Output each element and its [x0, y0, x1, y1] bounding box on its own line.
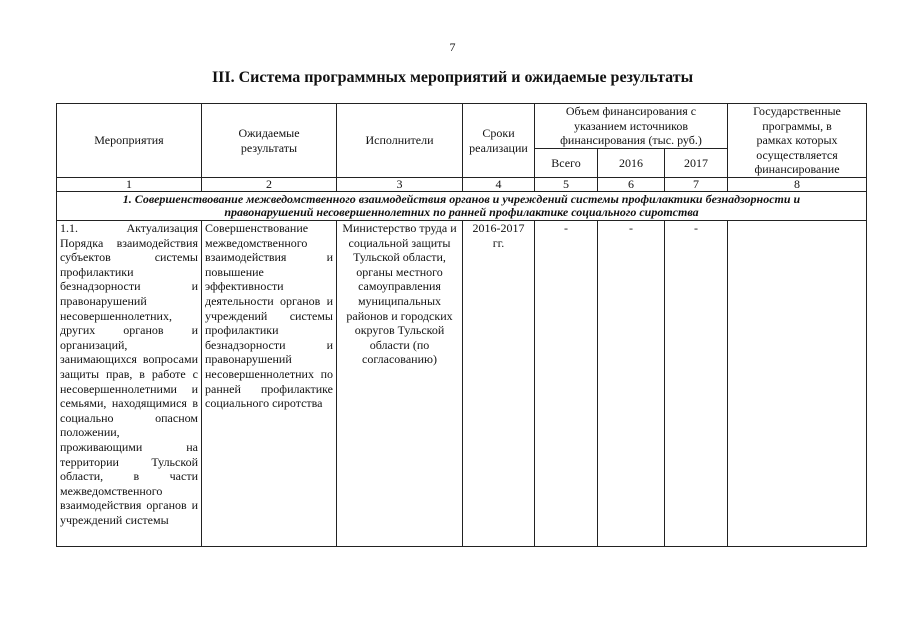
header-terms: Сроки реализации — [463, 104, 535, 178]
funding-2017-cell: - — [665, 221, 728, 547]
header-results: Ожидаемые результаты — [202, 104, 337, 178]
header-funding-2016: 2016 — [598, 149, 665, 178]
column-number: 7 — [665, 178, 728, 192]
column-number: 8 — [728, 178, 867, 192]
section-heading: 1. Совершенствование межведомственного взаимодействия органов и учреждений системы профилактики безнадзорности и правонарушений несовершеннолетних по ранней профилактике социального сиротства — [57, 192, 867, 221]
program-cell — [728, 221, 867, 547]
page-number: 7 — [449, 40, 456, 54]
page-title: III. Система программных мероприятий и ожидаемые результаты — [211, 69, 694, 86]
column-number: 6 — [598, 178, 665, 192]
header-funding-total: Всего — [535, 149, 598, 178]
column-number: 5 — [535, 178, 598, 192]
header-programs: Государственные программы, в рамках которых осуществляется финансирование — [728, 104, 867, 178]
header-funding: Объем финансирования с указанием источников финансирования (тыс. руб.) — [535, 104, 728, 149]
table-row — [57, 221, 867, 547]
header-measures: Мероприятия — [57, 104, 202, 178]
funding-2016-cell: - — [598, 221, 665, 547]
result-cell: Совершенствование межведомственного взаимодействия и повышение эффективности деятельности органов и учреждений системы профилактики безнадзорности и правонарушений несовершеннолетних по ранней профилактике социального сиротства — [202, 221, 337, 547]
program-measures-table — [56, 103, 867, 547]
funding-total-cell: - — [535, 221, 598, 547]
column-number-row — [57, 178, 867, 192]
executor-cell: Министерство труда и социальной защиты Тульской области, органы местного самоуправления муниципальных районов и городских округов Тульской области (по согласованию) — [337, 221, 463, 547]
measure-cell: 1.1. Актуализация Порядка взаимодействия субъектов системы профилактики безнадзорности и правонарушений несовершеннолетних, других органов и организаций, занимающихся вопросами защиты прав, в работе с несовершеннолетними и семьями, находящимися в социально опасном положении, проживающими на территории Тульской области, в части межведомственного взаимодействия органов и учреждений системы — [57, 221, 202, 547]
column-number: 1 — [57, 178, 202, 192]
column-number: 3 — [337, 178, 463, 192]
column-number: 4 — [463, 178, 535, 192]
term-cell: 2016-2017 гг. — [463, 221, 535, 547]
header-executors: Исполнители — [337, 104, 463, 178]
header-funding-2017: 2017 — [665, 149, 728, 178]
column-number: 2 — [202, 178, 337, 192]
